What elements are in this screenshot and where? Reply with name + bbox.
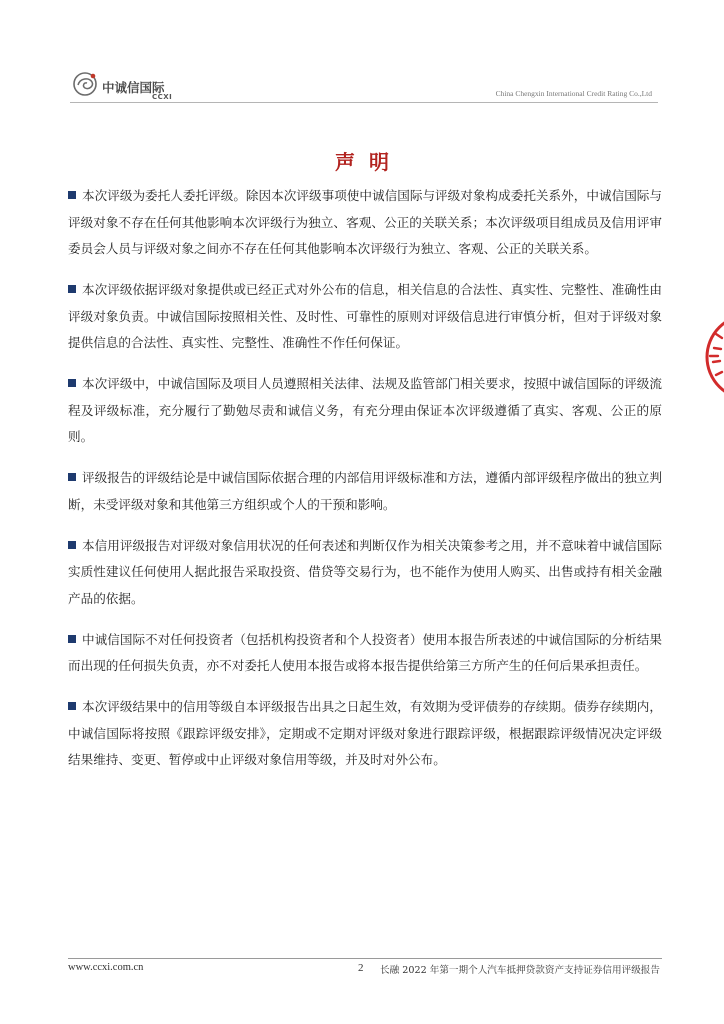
- declaration-paragraph: [68, 183, 662, 263]
- declaration-paragraph: [68, 371, 662, 451]
- declaration-text: 中诚信国际不对任何投资者（包括机构投资者和个人投资者）使用本报告所表述的中诚信国际的分析结果而出现的任何损失负责，亦不对委托人使用本报告或将本报告提供给第三方所产生的任何后果承担责任。: [68, 631, 662, 673]
- declaration-paragraph: [68, 533, 662, 613]
- square-bullet-icon: [68, 473, 76, 481]
- declaration-paragraph: [68, 465, 662, 518]
- company-seal-stamp: [704, 312, 724, 402]
- declaration-paragraph: [68, 277, 662, 357]
- header-divider: [70, 102, 658, 103]
- square-bullet-icon: [68, 285, 76, 293]
- page-title: 声明: [335, 150, 403, 174]
- company-logo: [72, 70, 182, 100]
- declaration-text: 本信用评级报告对评级对象信用状况的任何表述和判断仅作为相关决策参考之用，并不意味着中诚信国际实质性建议任何使用人据此报告采取投资、借贷等交易行为，也不能作为使用人购买、出售或持有相关金融产品的依据。: [68, 537, 662, 606]
- square-bullet-icon: [68, 191, 76, 199]
- footer-report-title: 长融 2022 年第一期个人汽车抵押贷款资产支持证券信用评级报告: [380, 965, 660, 976]
- page-number: 2: [358, 962, 364, 974]
- declaration-text: 本次评级为委托人委托评级。除因本次评级事项使中诚信国际与评级对象构成委托关系外，中诚信国际与评级对象不存在任何其他影响本次评级行为独立、客观、公正的关联关系；本次评级项目组成员及信用评审委员会人员与评级对象之间亦不存在任何其他影响本次评级行为独立、客观、公正的关联关系。: [68, 188, 662, 256]
- square-bullet-icon: [68, 379, 76, 387]
- page-header: [70, 66, 658, 104]
- logo-english-name: CCXI: [152, 93, 173, 101]
- square-bullet-icon: [68, 541, 76, 549]
- declaration-list: [68, 183, 662, 788]
- declaration-text: 本次评级中，中诚信国际及项目人员遵照相关法律、法规及监管部门相关要求，按照中诚信国际的评级流程及评级标准，充分履行了勤勉尽责和诚信义务，有充分理由保证本次评级遵循了真实、客观、公正的原则。: [68, 376, 662, 444]
- declaration-paragraph: [68, 694, 662, 774]
- logo-chinese-name: 中诚信国际: [102, 80, 165, 95]
- declaration-text: 评级报告的评级结论是中诚信国际依据合理的内部信用评级标准和方法，遵循内部评级程序做出的独立判断，未受评级对象和其他第三方组织或个人的干预和影响。: [68, 470, 662, 512]
- footer-website-link[interactable]: www.ccxi.com.cn: [68, 962, 144, 973]
- footer-divider: [68, 958, 662, 959]
- declaration-text: 本次评级依据评级对象提供或已经正式对外公布的信息，相关信息的合法性、真实性、完整性、准确性由评级对象负责。中诚信国际按照相关性、及时性、可靠性的原则对评级信息进行审慎分析，但对于评级对象提供信息的合法性、真实性、完整性、准确性不作任何保证。: [68, 282, 662, 350]
- declaration-paragraph: [68, 627, 662, 680]
- declaration-text: 本次评级结果中的信用等级自本评级报告出具之日起生效，有效期为受评债券的存续期。债券存续期内，中诚信国际将按照《跟踪评级安排》，定期或不定期对评级对象进行跟踪评级，根据跟踪评级情况决定评级结果维持、变更、暂停或中止评级对象信用等级，并及时对外公布。: [68, 699, 662, 767]
- square-bullet-icon: [68, 635, 76, 643]
- ccxi-emblem-icon: [72, 70, 100, 98]
- company-english-name: China Chengxin International Credit Rating Co.,Ltd: [495, 89, 652, 98]
- square-bullet-icon: [68, 702, 76, 710]
